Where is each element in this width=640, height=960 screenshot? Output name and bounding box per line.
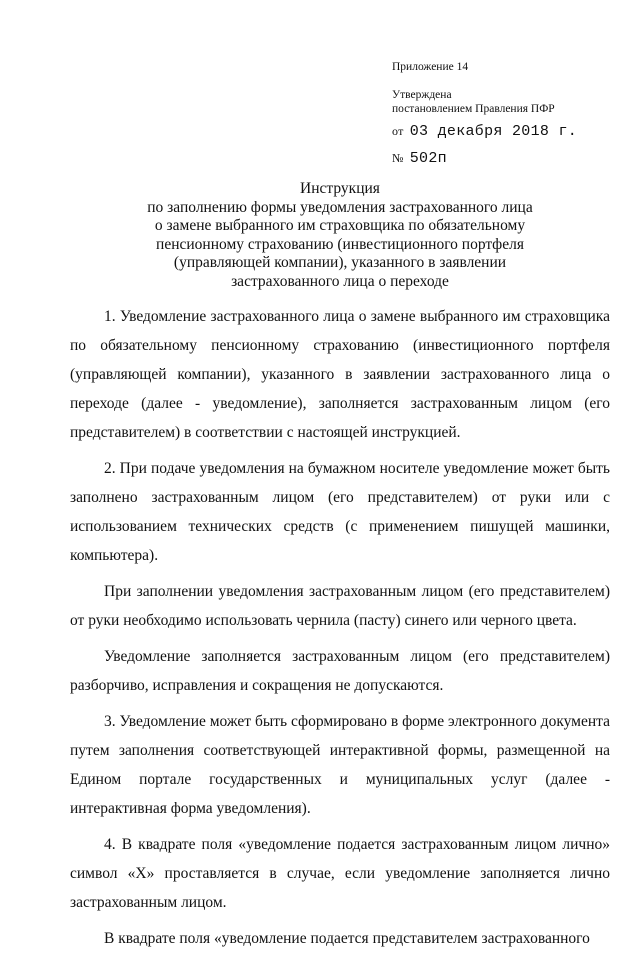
paragraph: 2. При подаче уведомления на бумажном носителе уведомление может быть заполнено застрахованным лицом (его представителем) от руки или с использованием технических средств (с применением пишущей машинки, компьютера). xyxy=(70,460,610,564)
title-line: застрахованного лица о переходе xyxy=(231,272,449,290)
number-prefix: № xyxy=(392,151,404,165)
title-heading: Инструкция xyxy=(300,180,380,197)
document-body xyxy=(70,302,610,960)
approved-by-label: постановлением Правления ПФР xyxy=(392,103,555,115)
paragraph: 4. В квадрате поля «уведомление подается застрахованным лицом лично» символ «X» проставляется в случае, если уведомление заполняется лично застрахованным лицом. xyxy=(70,836,610,911)
paragraph: Уведомление заполняется застрахованным лицом (его представителем) разборчиво, исправления и сокращения не допускаются. xyxy=(70,648,610,694)
paragraph: 1. Уведомление застрахованного лица о замене выбранного им страховщика по обязательному пенсионному страхованию (инвестиционного портфеля (управляющей компании), указанного в заявлении застрахованного лица о переходе (далее - уведомление), заполняется застрахованным лицом (его представителем) в соответствии с настоящей инструкцией. xyxy=(70,308,610,441)
title-line: пенсионному страхованию (инвестиционного портфеля xyxy=(156,235,524,253)
number-value: 502п xyxy=(409,150,447,167)
title-line: о замене выбранного им страховщика по обязательному xyxy=(154,217,526,235)
approval-date xyxy=(392,124,622,139)
date-value: 03 декабря 2018 г. xyxy=(409,123,578,140)
approval-header xyxy=(392,60,622,166)
paragraph: В квадрате поля «уведомление подается представителем застрахованного xyxy=(104,930,590,947)
title-line: по заполнению формы уведомления застрахованного лица xyxy=(147,198,533,216)
appendix-label: Приложение 14 xyxy=(392,61,469,73)
title-line: (управляющей компании), указанного в заявлении xyxy=(173,254,507,272)
date-prefix: от xyxy=(392,124,404,138)
paragraph: При заполнении уведомления застрахованным лицом (его представителем) от руки необходимо использовать чернила (пасту) синего или черного цвета. xyxy=(70,583,610,629)
approved-label: Утверждена xyxy=(392,89,452,101)
approval-number xyxy=(392,151,622,166)
document-title xyxy=(90,180,590,292)
paragraph: 3. Уведомление может быть сформировано в форме электронного документа путем заполнения соответствующей интерактивной формы, размещенной на Едином портале государственных и муниципальных услуг (далее - интерактивная форма уведомления). xyxy=(70,713,610,817)
